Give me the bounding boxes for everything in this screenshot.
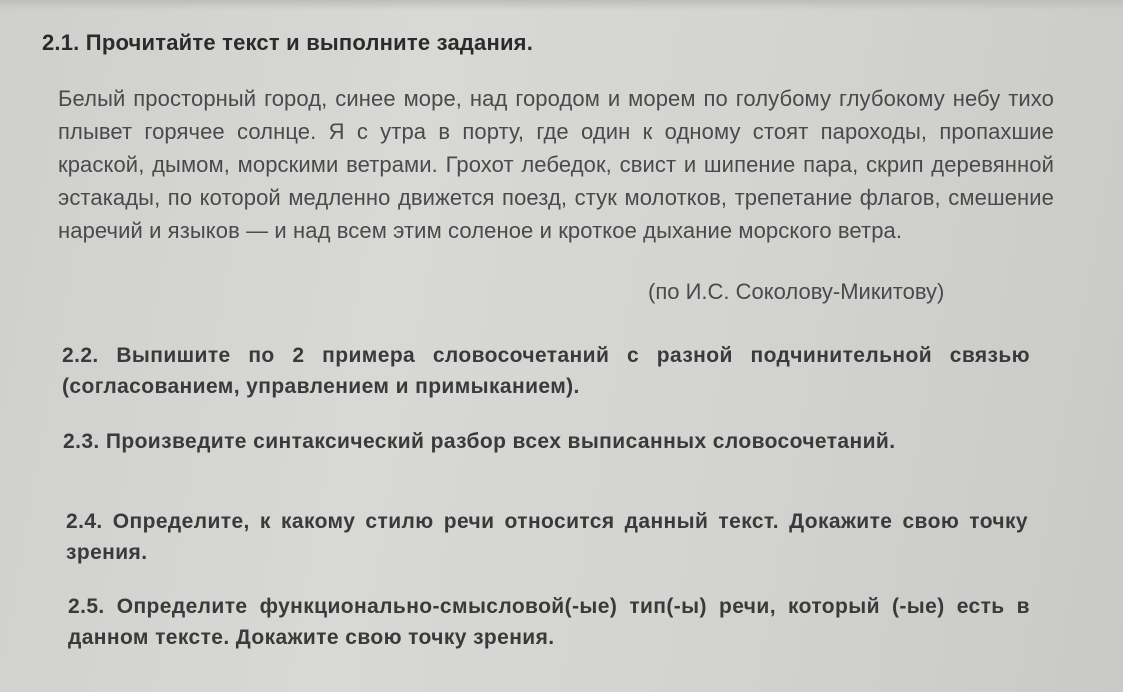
task-heading: 2.1. Прочитайте текст и выполните задания. xyxy=(42,30,534,55)
passage-attribution: (по И.С. Соколову-Микитову) xyxy=(648,279,945,304)
reading-passage: Белый просторный город, синее море, над городом и морем по голубому глубокому небу тихо плывет горячее солнце. Я с утра в порту, где один к одному стоят пароходы, пропахшие краской, дымом, морскими ветрами. Грохот лебедок, свист и шипение пара, скрип деревянной эстакады, по которой медленно движется поезд, стук молотков, трепетание флагов, смешение наречий и языков — и над всем этим соленое и кроткое дыхание морского ветра. xyxy=(58,86,1054,243)
task-2-3: 2.3. Произведите синтаксический разбор всех выписанных словосочетаний. xyxy=(63,430,896,453)
task-2-5: 2.5. Определите функционально-смысловой(-ые) тип(-ы) речи, который (-ые) есть в данном тексте. Докажите свою точку зрения. xyxy=(68,595,1030,649)
task-2-4: 2.4. Определите, к какому стилю речи относится данный текст. Докажите свою точку зрения. xyxy=(66,510,1028,564)
task-2-2: 2.2. Выпишите по 2 примера словосочетаний с разной подчинительной связью (согласованием, управлением и примыканием). xyxy=(62,344,1030,398)
